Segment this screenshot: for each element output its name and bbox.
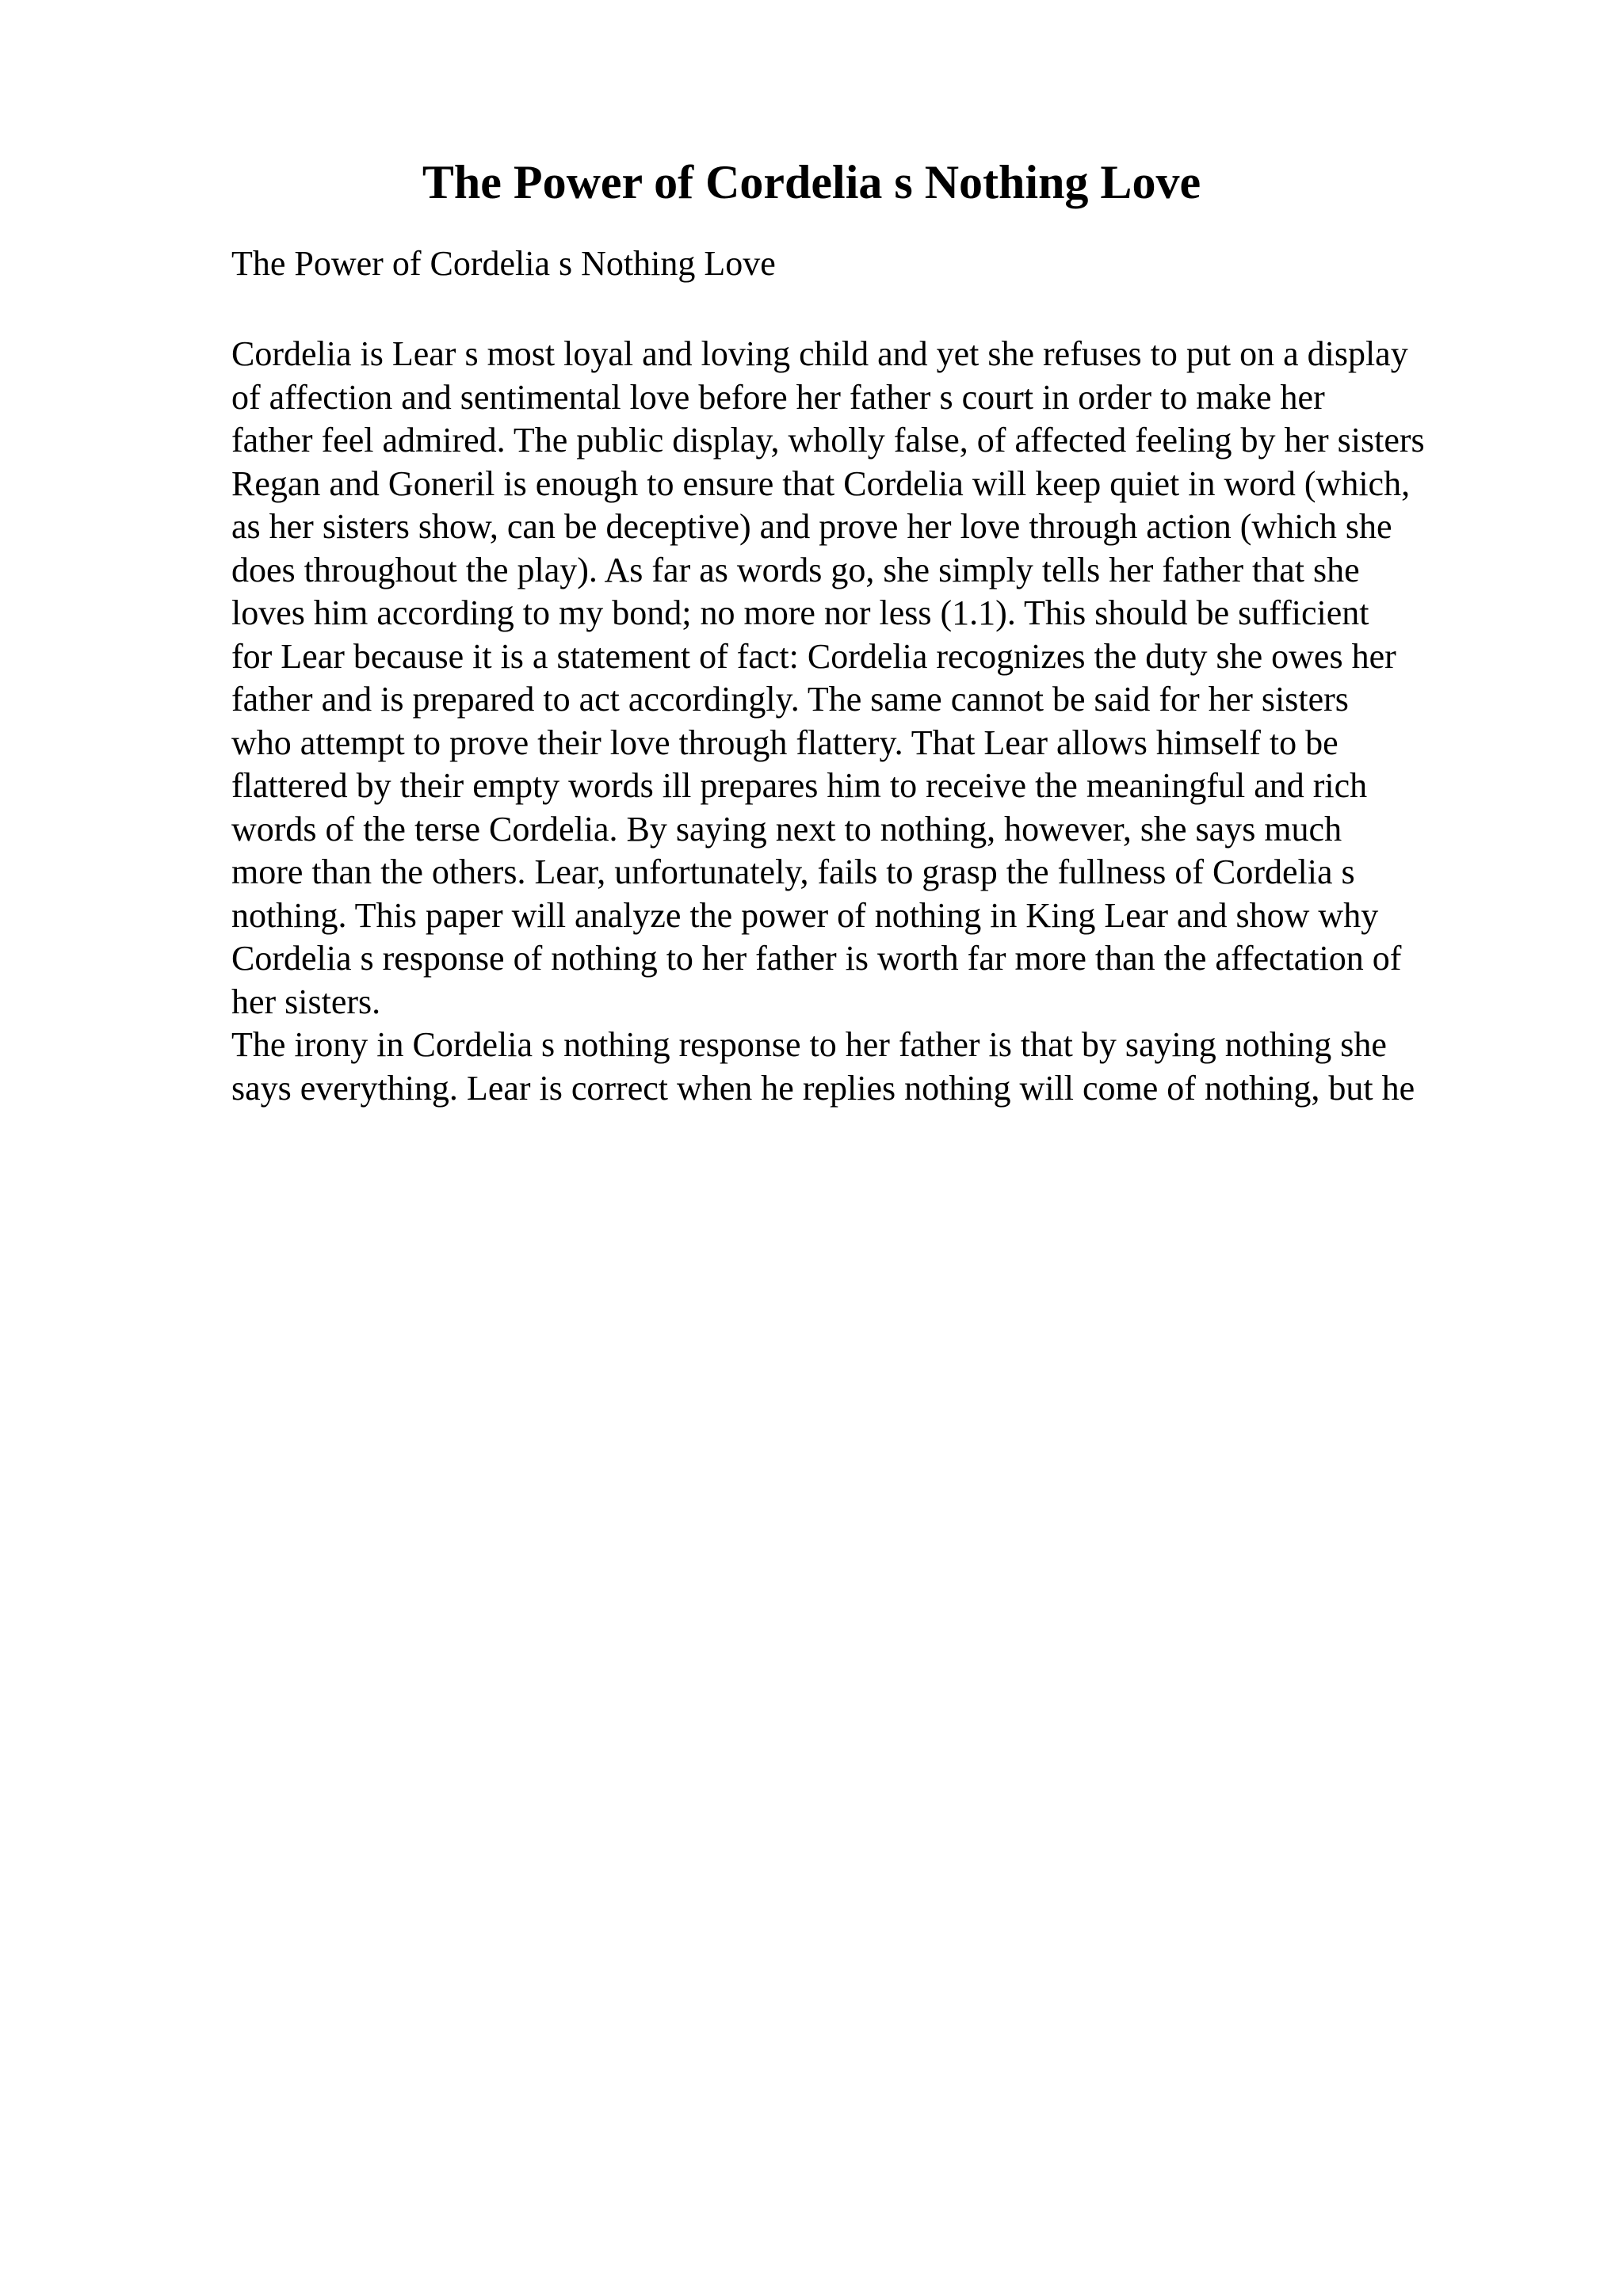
body-line: her sisters. bbox=[231, 982, 381, 1021]
body-line: does throughout the play). As far as words go, she simply tells her father that she bbox=[231, 550, 1360, 589]
body-line: who attempt to prove their love through flattery. That Lear allows himself to be bbox=[231, 723, 1338, 762]
body-line: says everything. Lear is correct when he replies nothing will come of nothing, but he bbox=[231, 1068, 1415, 1108]
body-line: words of the terse Cordelia. By saying next to nothing, however, she says much bbox=[231, 809, 1342, 849]
body-line: father feel admired. The public display, wholly false, of affected feeling by her sisters bbox=[231, 421, 1425, 460]
body-line: nothing. This paper will analyze the power of nothing in King Lear and show why bbox=[231, 895, 1379, 935]
body-line: of affection and sentimental love before her father s court in order to make her bbox=[231, 377, 1325, 417]
body-line: for Lear because it is a statement of fact: Cordelia recognizes the duty she owes her bbox=[231, 636, 1396, 676]
body-line: father and is prepared to act accordingly. The same cannot be said for her sisters bbox=[231, 680, 1349, 719]
document-body bbox=[231, 333, 1531, 1110]
body-line: loves him according to my bond; no more nor less (1.1). This should be sufficient bbox=[231, 593, 1369, 632]
body-line: Regan and Goneril is enough to ensure that Cordelia will keep quiet in word (which, bbox=[231, 463, 1411, 503]
body-line: Cordelia is Lear s most loyal and loving child and yet she refuses to put on a display bbox=[231, 334, 1408, 373]
body-line: as her sisters show, can be deceptive) and prove her love through action (which she bbox=[231, 507, 1392, 546]
body-line: The irony in Cordelia s nothing response to her father is that by saying nothing she bbox=[231, 1025, 1387, 1064]
body-line: more than the others. Lear, unfortunately, fails to grasp the fullness of Cordelia s bbox=[231, 852, 1355, 891]
document-title: The Power of Cordelia s Nothing Love bbox=[422, 156, 1201, 208]
document-subtitle: The Power of Cordelia s Nothing Love bbox=[231, 244, 776, 283]
body-line: flattered by their empty words ill prepares him to receive the meaningful and rich bbox=[231, 766, 1368, 805]
body-line: Cordelia s response of nothing to her father is worth far more than the affectation of bbox=[231, 939, 1402, 978]
